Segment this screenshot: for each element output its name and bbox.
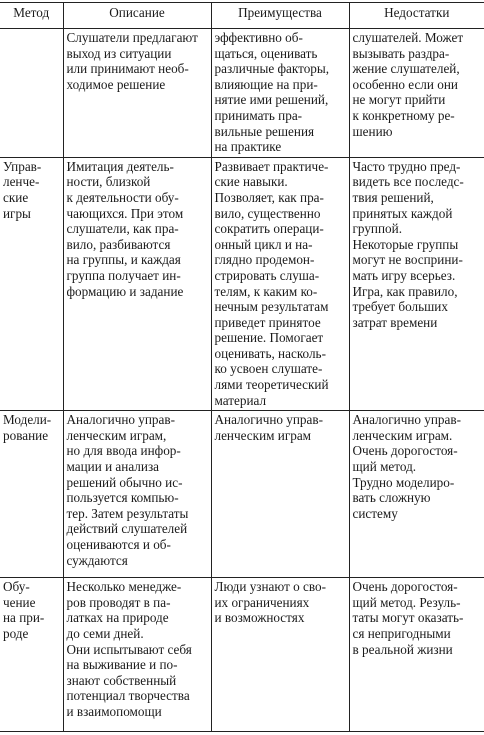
method-cell [0,29,63,158]
description-cell: Аналогично управ- ленческим играм, но для ввода инфор- мации и анализа решений обычно ис- пользуется компью- тер. Затем результаты действий слушателей оцениваются и об- суждаются [63,411,211,578]
table-header-row [0,3,484,29]
header-description: Описание [63,3,211,29]
header-advantages: Преимущества [211,3,349,29]
description-cell: Несколько менедже- ров проводят в па- латках на природе до семи дней. Они испытывают себя на выживание и по- знают собственный потенциал творчества и взаимопомощи [63,578,211,732]
advantages-cell: Аналогично управ- ленческим играм [211,411,349,578]
disadvantages-cell: Очень дорогостоя- щий метод. Резуль- таты могут оказать- ся непригодными в реальной жизни [349,578,484,732]
method-cell: Модели- рование [0,411,63,578]
advantages-cell: Развивает практиче- ские навыки. Позволяет, как пра- вило, существенно сократить операци- онный цикл и на- глядно продемон- стрировать слуша- телям, к каким ко- нечным результатам приведет принятое решение. Помогает оценивать, насколь- ко усвоен слушате- лями теоретический материал [211,157,349,411]
methods-table [0,2,484,732]
header-disadvantages: Недостатки [349,3,484,29]
description-cell: Имитация деятель- ности, близкой к деятельности обу- чающихся. При этом слушатели, как пра- вило, разбиваются на группы, и каждая группа получает ин- формацию и задание [63,157,211,411]
method-cell: Управ- ленче- ские игры [0,157,63,411]
advantages-cell: Люди узнают о сво- их ограничениях и возможностях [211,578,349,732]
disadvantages-cell: Аналогично управ- ленческим играм. Очень дорогостоя- щий метод. Трудно моделиро- вать сложную систему [349,411,484,578]
method-cell: Обу- чение на при- роде [0,578,63,732]
disadvantages-cell: слушателей. Может вызывать раздра- жение слушателей, особенно если они не могут прийти к конкретному ре- шению [349,29,484,158]
table-row [0,411,484,578]
advantages-cell: эффективно об- щаться, оценивать различные факторы, влияющие на при- нятие ими решений, принимать пра- вильные решения на практике [211,29,349,158]
description-cell: Слушатели предлагают выход из ситуации или принимают необ- ходимое решение [63,29,211,158]
header-method: Метод [0,3,63,29]
table-row [0,29,484,158]
table-row [0,578,484,732]
disadvantages-cell: Часто трудно пред- видеть все последс- твия решений, принятых каждой группой. Некоторые группы могут не восприни- мать игру всерьез. Игра, как правило, требует больших затрат времени [349,157,484,411]
table-row [0,157,484,411]
